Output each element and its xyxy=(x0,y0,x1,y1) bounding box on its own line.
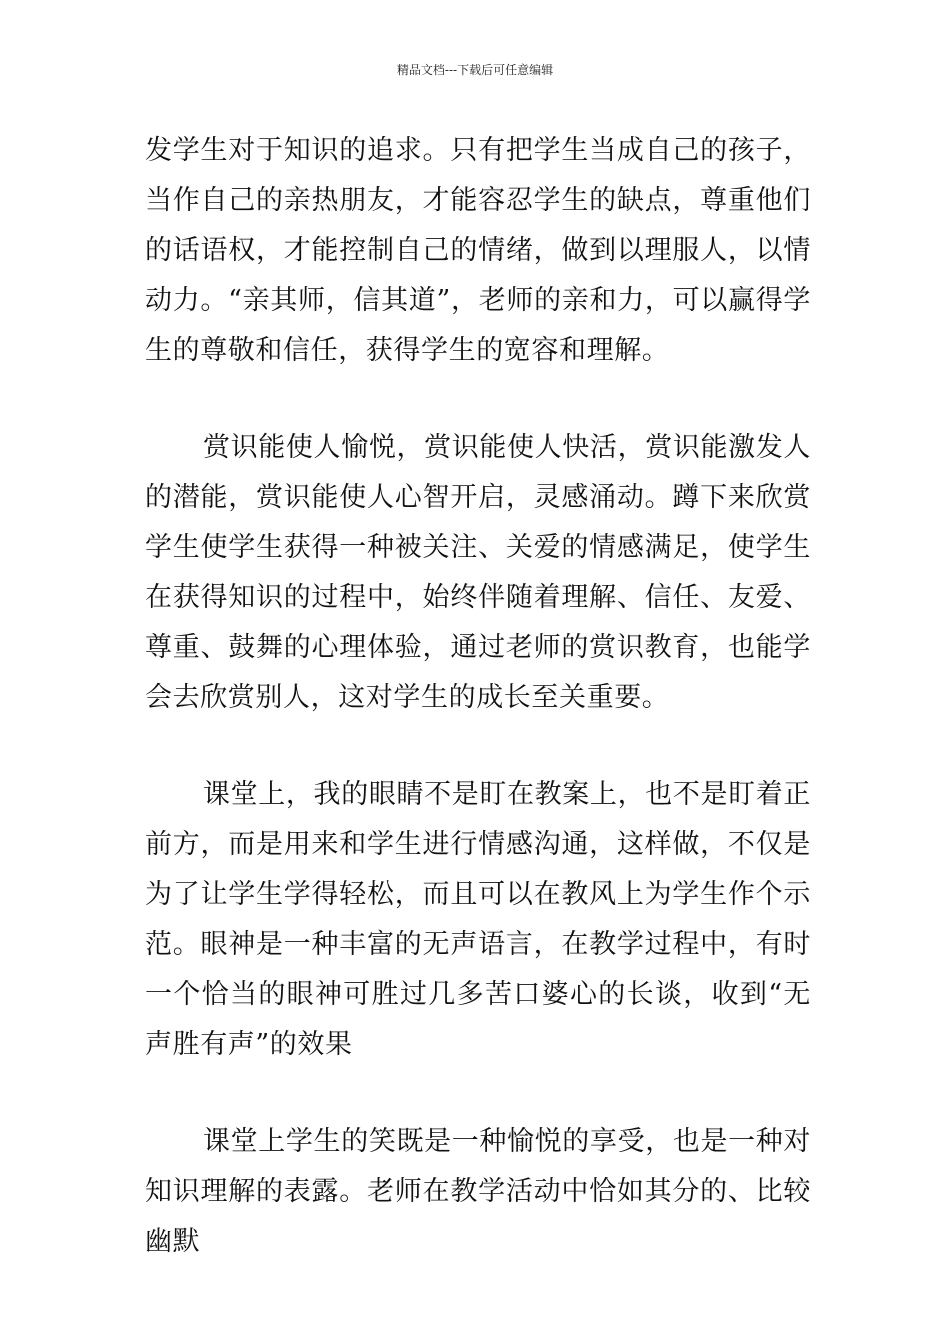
paragraph-gap xyxy=(145,723,811,770)
document-body xyxy=(145,126,811,1267)
paragraph-4: 课堂上学生的笑既是一种愉悦的享受，也是一种对知识理解的表露。老师在教学活动中恰如其分的、比较幽默 xyxy=(145,1126,811,1257)
paragraph-gap xyxy=(145,376,811,423)
paragraph-2: 赏识能使人愉悦，赏识能使人快活，赏识能激发人的潜能，赏识能使人心智开启，灵感涌动。蹲下来欣赏学生使学生获得一种被关注、关爱的情感满足，使学生在获得知识的过程中，始终伴随着理解、信任、友爱、尊重、鼓舞的心理体验，通过老师的赏识教育，也能学会去欣赏别人，这对学生的成长至关重要。 xyxy=(145,432,811,713)
paragraph-gap xyxy=(145,1070,811,1117)
paragraph-1: 发学生对于知识的追求。只有把学生当成自己的孩子，当作自己的亲热朋友，才能容忍学生的缺点，尊重他们的话语权，才能控制自己的情绪，做到以理服人，以情动力。“亲其师，信其道”，老师的亲和力，可以赢得学生的尊敬和信任，获得学生的宽容和理解。 xyxy=(145,135,811,366)
page-header: 精品文档---下载后可任意编辑 xyxy=(396,63,554,77)
paragraph-3: 课堂上，我的眼睛不是盯在教案上，也不是盯着正前方，而是用来和学生进行情感沟通，这样做，不仅是为了让学生学得轻松，而且可以在教风上为学生作个示范。眼神是一种丰富的无声语言，在教学过程中，有时一个恰当的眼神可胜过几多苦口婆心的长谈，收到“无声胜有声”的效果 xyxy=(145,779,811,1060)
